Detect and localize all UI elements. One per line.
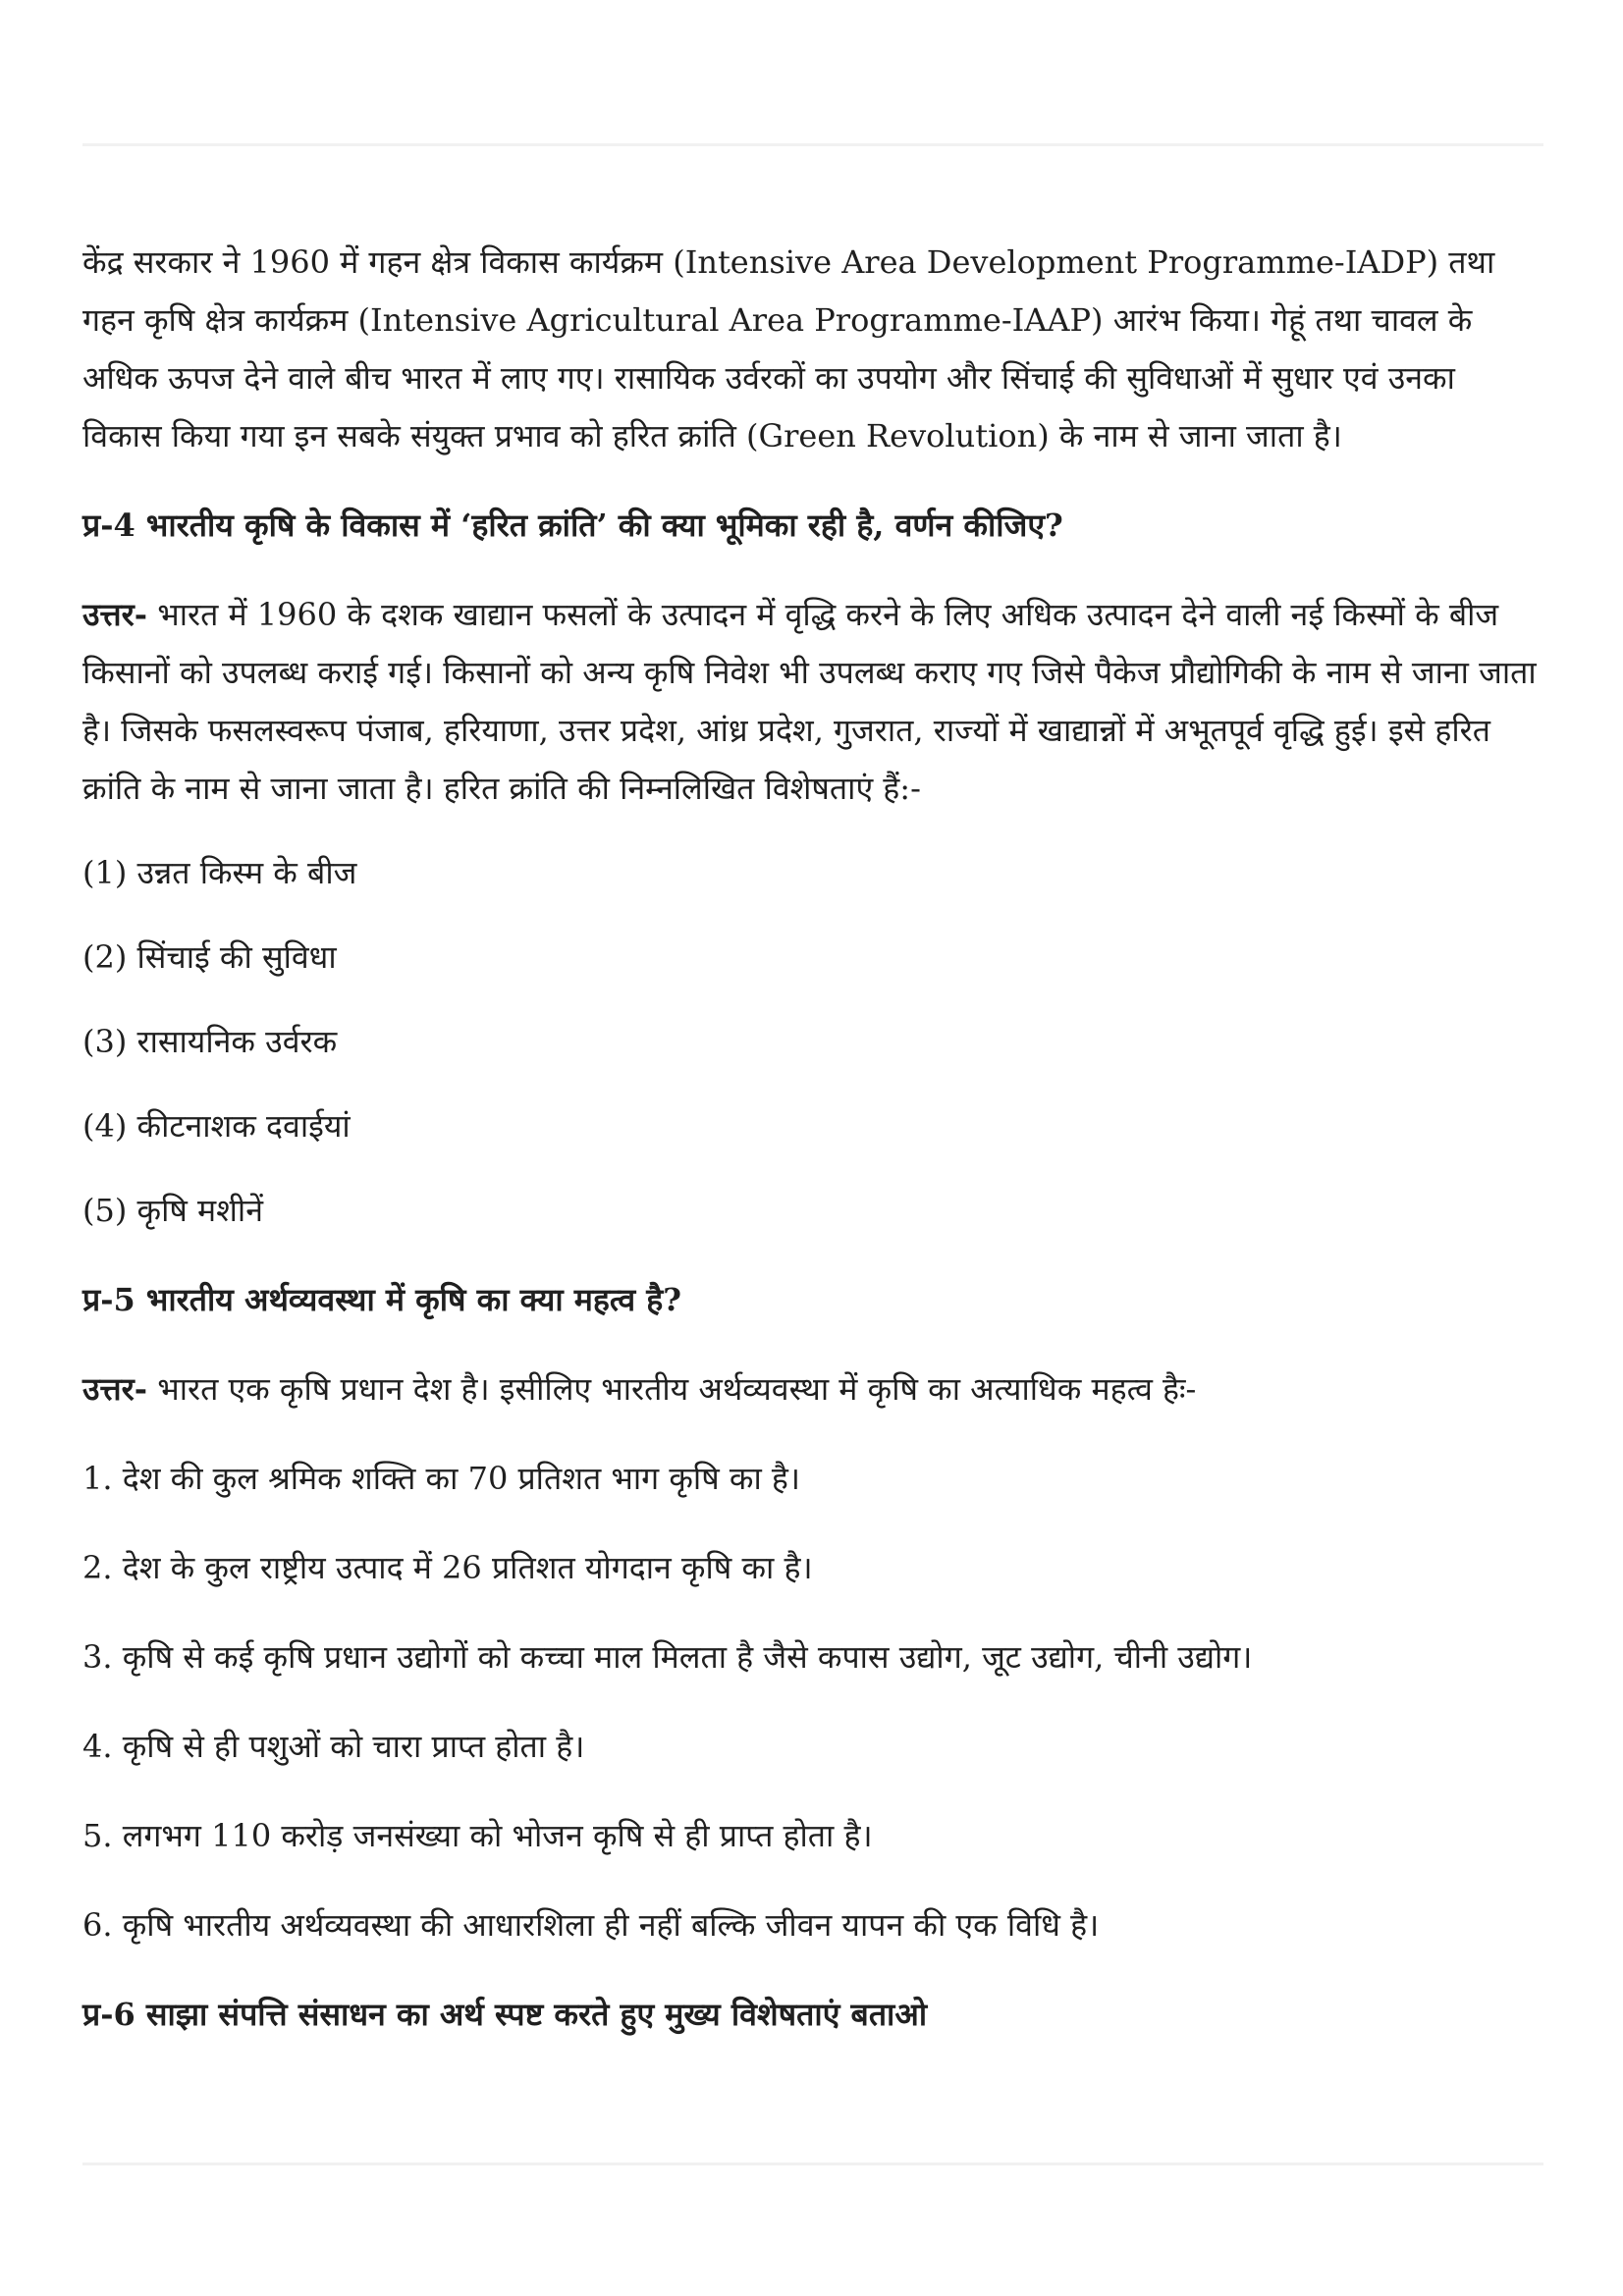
answer-5-text: भारत एक कृषि प्रधान देश है। इसीलिए भारतीय अर्थव्यवस्था में कृषि का अत्याधिक महत्व हैः-: [147, 1370, 1197, 1408]
list-item: 1. देश की कुल श्रमिक शक्ति का 70 प्रतिशत भाग कृषि का है।: [82, 1460, 801, 1497]
answer-label: उत्तर-: [82, 1370, 148, 1408]
list-item: (4) कीटनाशक दवाईयां: [82, 1107, 351, 1145]
answer-label: उत्तर-: [82, 596, 148, 633]
list-item: (5) कृषि मशीनें: [82, 1192, 263, 1229]
list-item: 6. कृषि भारतीय अर्थव्यवस्था की आधारशिला ही नहीं बल्कि जीवन यापन की एक विधि है।: [82, 1906, 1100, 1944]
question-5-heading: प्र-5 भारतीय अर्थव्यवस्था में कृषि का क्या महत्व है?: [82, 1281, 682, 1318]
list-item: 2. देश के कुल राष्ट्रीय उत्पाद में 26 प्रतिशत योगदान कृषि का है।: [82, 1549, 813, 1586]
intro-paragraph: केंद्र सरकार ने 1960 में गहन क्षेत्र विकास कार्यक्रम (Intensive Area Development Programme-IADP) तथा गहन कृषि क्षेत्र कार्यक्रम (Intensive Agricultural Area Programme-IAAP) आरंभ किया। गेहूं तथा चावल के अधिक ऊपज देने वाले बीच भारत में लाए गए। रासायिक उर्वरकों का उपयोग और सिंचाई की सुविधाओं में सुधार एवं उनका विकास किया गया इन सबके संयुक्त प्रभाव को हरित क्रांति (Green Revolution) के नाम से जाना जाता है।: [82, 243, 1495, 454]
question-6-heading: प्र-6 साझा संपत्ति संसाधन का अर्थ स्पष्ट करते हुए मुख्य विशेषताएं बताओ: [82, 1996, 928, 2033]
list-item: 4. कृषि से ही पशुओं को चारा प्राप्त होता है।: [82, 1728, 585, 1765]
question-4-heading: प्र-4 भारतीय कृषि के विकास में ‘हरित क्रांति’ की क्या भूमिका रही है, वर्णन कीजिए?: [82, 507, 1063, 544]
list-item: (2) सिंचाई की सुविधा: [82, 938, 337, 976]
list-item: 5. लगभग 110 करोड़ जनसंख्या को भोजन कृषि से ही प्राप्त होता है।: [82, 1817, 873, 1854]
list-item: 3. कृषि से कई कृषि प्रधान उद्योगों को कच्चा माल मिलता है जैसे कपास उद्योग, जूट उद्योग, चीनी उद्योग।: [82, 1638, 1253, 1676]
list-item: (1) उन्नत किस्म के बीज: [82, 854, 357, 891]
document-body: [82, 234, 1543, 2044]
answer-4-paragraph: [82, 586, 1543, 818]
list-item: (3) रासायनिक उर्वरक: [82, 1023, 338, 1060]
bottom-divider: [82, 2163, 1543, 2165]
top-divider: [82, 143, 1543, 146]
answer-4-text: भारत में 1960 के दशक खाद्यान फसलों के उत्पादन में वृद्धि करने के लिए अधिक उत्पादन देने वाली नई किस्मों के बीज किसानों को उपलब्ध कराई गई। किसानों को अन्य कृषि निवेश भी उपलब्ध कराए गए जिसे पैकेज प्रौद्योगिकी के नाम से जाना जाता है। जिसके फसलस्वरूप पंजाब, हरियाणा, उत्तर प्रदेश, आंध्र प्रदेश, गुजरात, राज्यों में खाद्यान्नों में अभूतपूर्व वृद्धि हुई। इसे हरित क्रांति के नाम से जाना जाता है। हरित क्रांति की निम्नलिखित विशेषताएं हैं:-: [82, 596, 1537, 807]
answer-5-paragraph: [82, 1361, 1543, 1418]
